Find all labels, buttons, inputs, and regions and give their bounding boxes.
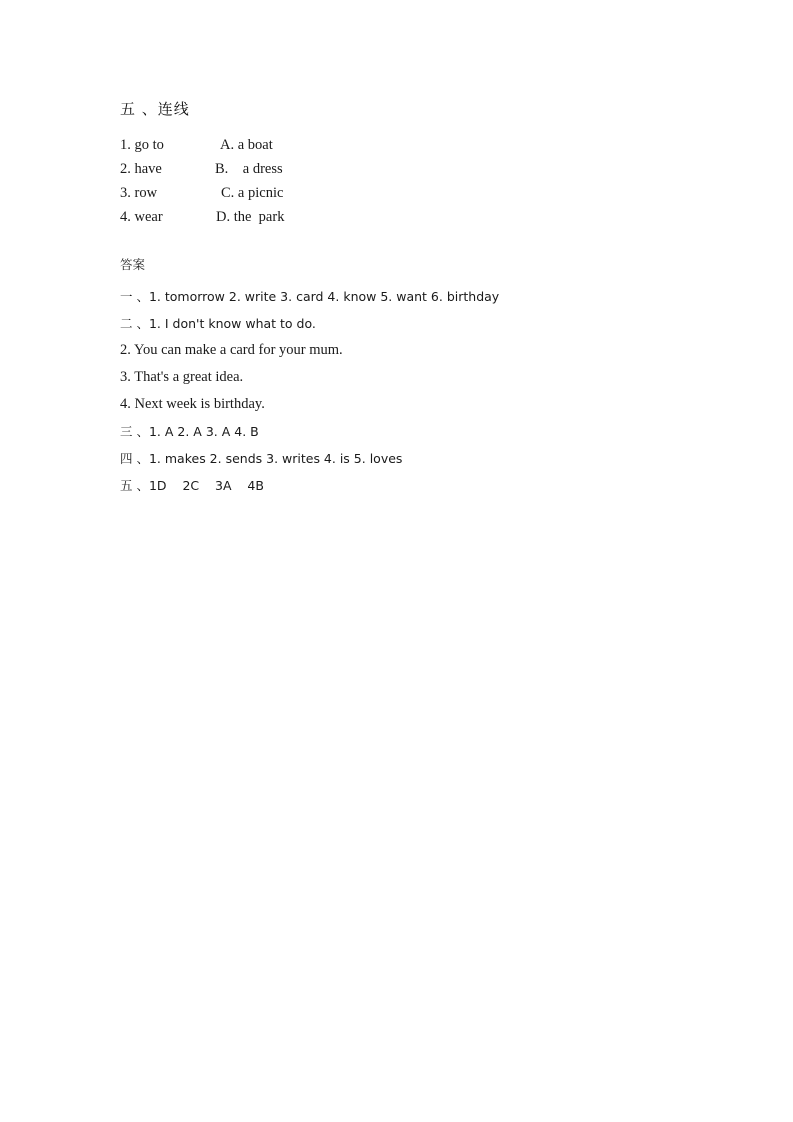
list-item — [120, 133, 700, 157]
match-right-term: B. a dress — [215, 161, 283, 177]
list-item — [120, 205, 700, 229]
match-right-term: D. the park — [216, 209, 285, 225]
list-item — [120, 181, 700, 205]
answer-line: 五 、1D 2C 3A 4B — [120, 478, 264, 493]
answer-line: 一 、1. tomorrow 2. write 3. card 4. know 5. want 6. birthday — [120, 289, 500, 304]
answer-line: 四 、1. makes 2. sends 3. writes 4. is 5. loves — [120, 451, 403, 466]
match-right-term: A. a boat — [220, 137, 273, 153]
answer-line: 二 、1. I don't know what to do. — [120, 316, 316, 331]
section-title: 五 、连线 — [120, 100, 190, 118]
answer-line: 3. That's a great idea. — [120, 369, 244, 385]
answer-line: 2. You can make a card for your mum. — [120, 342, 343, 358]
match-left-term: 2. have — [120, 161, 162, 177]
answers-heading: 答案 — [120, 257, 146, 272]
answer-line: 4. Next week is birthday. — [120, 396, 265, 412]
list-item — [120, 157, 700, 181]
match-left-term: 3. row — [120, 185, 158, 201]
match-right-term: C. a picnic — [221, 185, 284, 201]
answer-line: 三 、1. A 2. A 3. A 4. B — [120, 424, 259, 439]
match-left-term: 1. go to — [120, 137, 164, 153]
matching-exercise-list — [120, 133, 700, 229]
document-content — [120, 98, 700, 499]
match-left-term: 4. wear — [120, 209, 163, 225]
